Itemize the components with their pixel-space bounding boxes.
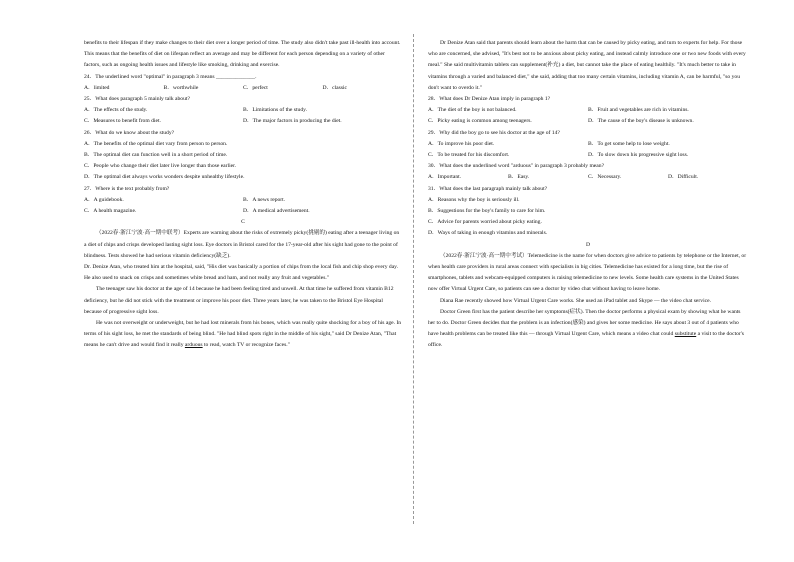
question-30-options — [428, 172, 748, 183]
underlined-word: substitute — [674, 331, 697, 338]
option: B．Fruit and vegetables are rich in vitamins. — [588, 107, 689, 114]
question-26: 26．What do we know about the study? — [84, 129, 175, 136]
column-divider — [413, 34, 414, 524]
question-25-options-row1 — [84, 105, 402, 116]
paragraph — [84, 318, 402, 352]
question-27-options-row2 — [84, 206, 402, 217]
option: D．classic — [322, 84, 348, 91]
paragraph — [428, 307, 748, 352]
option: D．To slow down his progressive sight loss. — [588, 152, 689, 159]
question-27: 27．Where is the text probably from? — [84, 185, 170, 192]
option: A．The benefits of the optimal diet vary from person to person. — [84, 140, 228, 147]
question-28: 28．What does Dr Denize Atan imply in paragraph 1? — [428, 96, 551, 103]
question-28-options-row1 — [428, 105, 748, 116]
question-24-options — [84, 83, 402, 94]
option: A．limited — [84, 84, 110, 91]
paragraph: The teenager saw his doctor at the age of 14 because he had been feeling tired and unwell. At that time he suffered from vitamin B12 deficiency, but he did not stick with the treatment or improve his poor diet. Three years later, he was taken to the Bristol Eye Hospital because of progressive sight loss. — [84, 286, 394, 315]
left-column — [84, 38, 402, 352]
paragraph: benefits to their lifespan if they make changes to their diet over a longer period of time. The study also didn't take past ill-health into account. This means that the benefits of diet on lifespan reflect an average and may be different for each person depending on a variety of other factors, such as ongoing health issues and lifestyle like smoking, drinking and exercise. — [84, 40, 401, 69]
option: B．To get some help to lose weight. — [588, 140, 670, 147]
paragraph-text: He was not overweight or underweight, but he had lost minerals from his bones, which was really quite shocking for a boy of his age. In terms of his sight loss, he met the standards of being blind. "He had blind spots right in the middle of his sight," said Dr Denize Atan, "That means he can't drive and would find it really — [84, 320, 402, 349]
section-heading-c: C — [241, 219, 245, 226]
option: D．The optimal diet always works wonders despite unhealthy lifestyle. — [84, 174, 245, 181]
option: A．The effects of the study. — [84, 107, 148, 114]
option: C．Measures to benefit from diet. — [84, 118, 161, 125]
question-29-options-row1 — [428, 139, 748, 150]
option: B．Easy. — [508, 174, 530, 181]
option: C．perfect — [243, 84, 268, 91]
option: B．The optimal diet can function well in a short period of time. — [84, 152, 228, 159]
option: C．People who change their diet later live longer than those earlier. — [84, 163, 237, 170]
section-heading-d: D — [585, 241, 591, 248]
option: C．Picky eating is common among teenagers. — [428, 118, 532, 125]
option: C．A health magazine. — [84, 208, 137, 215]
option: C．To be treated for his discomfort. — [428, 152, 510, 159]
option: D．The major factors in producing the diet. — [243, 118, 342, 125]
question-25-options-row2 — [84, 116, 402, 127]
paragraph: （2022春·浙江宁波·高一期中考试）Telemedicine is the name for when doctors give advice to patients by telephone or the Internet, or when health care providers in rural areas connect with specialists in big cities. Telemedicine has existed for a long time, but the rise of smartphones, tablets and webcam-equipped computers is raising telemedicine to new levels. Some health care systems in the United States now offer Virtual Urgent Care, so patients can see a doctor by video chat without having to leave home. — [428, 252, 747, 293]
question-24: 24．The underlined word "optimal" in paragraph 3 means ______________. — [84, 73, 257, 80]
paragraph: Dr. Denize Atan, who treated him at the hospital, said, "His diet was basically a portion of chips from the local fish and chip shop every day. He also used to snack on crisps and sometimes white bread and ham, and not really any fruit and vegetables." — [84, 264, 399, 282]
option: D．A medical advertisement. — [243, 208, 310, 215]
paragraph: （2022春·浙江宁波·高一期中联考）Experts are warning about the risks of extremely picky(挑剔的) eating after a teenager living on a diet of chips and crisps developed lasting sight loss. Eye doctors in Bristol cared for the 17-year-old after his sight had gone to the point of blindness. Tests showed he had serious vitamin deficiency(缺乏). — [84, 230, 400, 259]
option: A．The diet of the boy is not balanced. — [428, 107, 517, 114]
option: B．Limitations of the study. — [243, 107, 307, 114]
paragraph: Dr Denize Atan said that parents should learn about the harm that can be caused by picky eating, and turn to experts for help. For those who are concerned, she advised, "It's best not to be anxious about picky eating, and instead calmly introduce one or two new foods with every meal." She said multivitamin tablets can supplement(补充) a diet, but cannot take the place of eating healthily. "It's much better to take in vitamins through a varied and balanced diet," she said, adding that too many certain vitamins, including vitamin A, can be harmful, "so you don't want to overdo it." — [428, 40, 746, 91]
underlined-word: arduous — [184, 342, 203, 349]
question-25: 25．What does paragraph 5 mainly talk about? — [84, 96, 190, 103]
question-29: 29．Why did the boy go to see his doctor at the age of 14? — [428, 129, 560, 136]
option: D．Ways of taking in enough vitamins and minerals. — [428, 230, 548, 237]
option: A．A guidebook. — [84, 196, 124, 203]
option: C．Necessary. — [588, 174, 622, 181]
question-28-options-row2 — [428, 116, 748, 127]
option: C．Advice for parents worried about picky eating. — [428, 219, 542, 226]
paragraph-text: a visit to the doctor's office. — [428, 331, 744, 349]
right-column — [428, 38, 748, 352]
option: A．Reasons why the boy is seriously ill. — [428, 196, 520, 203]
option: B．worthwhile — [163, 84, 199, 91]
paragraph: Diana Rae recently showed how Virtual Urgent Care works. She used an iPad tablet and Skype — the video chat service. — [440, 297, 711, 304]
paragraph-text: to read, watch TV or recognize faces." — [202, 342, 290, 349]
paragraph-text: Doctor Green first has the patient describe her symptoms(症状). Then the doctor performs a physical exam by showing what he wants her to do. Doctor Green decides that the problem is an infection(感染) and gives her some medicine. He says about 3 out of 4 patients who have health problems can be treated like this — through Virtual Urgent Care, which means a video chat could — [428, 308, 741, 338]
option: D．The cause of the boy's disease is unknown. — [588, 118, 694, 125]
option: A．To improve his poor diet. — [428, 140, 495, 147]
option: B．Suggestions for the boy's family to care for him. — [428, 208, 546, 215]
option: D．Difficult. — [668, 174, 699, 181]
option: A．Important. — [428, 174, 462, 181]
question-29-options-row2 — [428, 150, 748, 161]
option: B．A news report. — [243, 196, 286, 203]
question-27-options-row1 — [84, 195, 402, 206]
question-31: 31．What does the last paragraph mainly talk about? — [428, 185, 548, 192]
question-30: 30．What does the underlined word "arduous" in paragraph 3 probably mean? — [428, 163, 605, 170]
